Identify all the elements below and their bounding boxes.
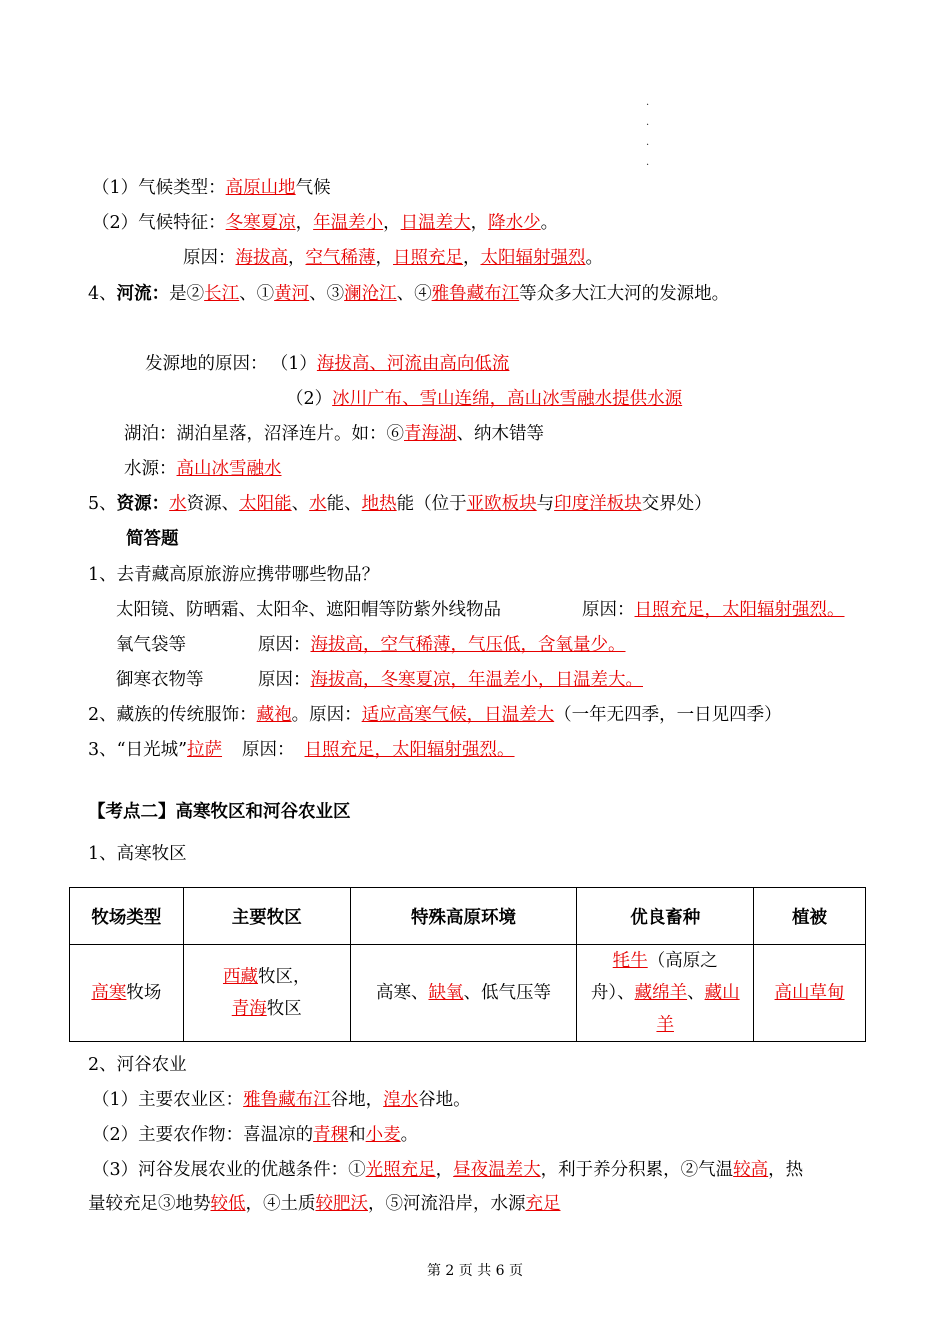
text: ， bbox=[435, 1160, 454, 1180]
text: （2）主要农作物：喜温凉的 bbox=[92, 1125, 314, 1145]
answer: 太阳辐射强烈 bbox=[480, 248, 586, 268]
text: 是② bbox=[169, 284, 205, 304]
answer: 地热 bbox=[361, 494, 397, 514]
answer: 黄河 bbox=[274, 284, 310, 304]
text: 2、藏族的传统服饰： bbox=[88, 705, 257, 725]
answer: 较高 bbox=[733, 1160, 769, 1180]
text: ， bbox=[295, 213, 314, 233]
answer: 充足 bbox=[525, 1194, 561, 1214]
answer: 水 bbox=[169, 494, 187, 514]
answer: 高寒 bbox=[91, 983, 127, 1003]
answer: 海拔高，冬寒夏凉，年温差小，日温差大。 bbox=[310, 670, 643, 690]
text: ，热 bbox=[768, 1160, 804, 1180]
answer: 亚欧板块 bbox=[466, 494, 537, 514]
text: 与 bbox=[536, 494, 555, 514]
text: ， bbox=[463, 248, 481, 268]
q1-item-3 bbox=[116, 668, 204, 692]
answer: 青稞 bbox=[313, 1125, 349, 1145]
text: 、④ bbox=[396, 284, 432, 304]
answer: 藏绵羊 bbox=[634, 983, 688, 1003]
climate-reason-line bbox=[183, 246, 603, 270]
agri-line-1 bbox=[92, 1088, 471, 1112]
text: 、 bbox=[291, 494, 310, 514]
answer: 青海 bbox=[231, 999, 267, 1019]
question-3 bbox=[88, 738, 515, 762]
origin-line-2 bbox=[286, 387, 682, 411]
answer: 藏山 bbox=[704, 983, 740, 1003]
label: 原因： bbox=[582, 600, 635, 620]
text: 牧区， bbox=[257, 967, 311, 987]
answer: 年温差小 bbox=[313, 213, 384, 233]
answer: 高山草甸 bbox=[774, 983, 845, 1003]
text: 谷地， bbox=[330, 1090, 384, 1110]
agri-line-2 bbox=[92, 1123, 418, 1147]
text: 牧区 bbox=[266, 999, 302, 1019]
answer: 雅鲁藏布江 bbox=[431, 284, 520, 304]
cell-main-area bbox=[183, 945, 350, 1042]
text: ， bbox=[470, 213, 489, 233]
answer: 海拔高 bbox=[235, 248, 288, 268]
answer: 雅鲁藏布江 bbox=[243, 1090, 331, 1110]
answer: 羊 bbox=[656, 1015, 674, 1035]
text: 、纳木错等 bbox=[456, 424, 544, 444]
text: ， bbox=[375, 248, 393, 268]
river-line bbox=[88, 282, 729, 306]
pasture-table bbox=[69, 887, 866, 1042]
text: 能（位于 bbox=[396, 494, 467, 514]
text: ， bbox=[383, 213, 401, 233]
text: 。 bbox=[540, 213, 559, 233]
water-source-line bbox=[124, 457, 282, 481]
answer: 高原山地 bbox=[225, 178, 296, 198]
question-1: 1、去青藏高原旅游应携带哪些物品？ bbox=[88, 565, 380, 585]
answer: 日温差大 bbox=[400, 213, 471, 233]
answer: 日照充足 bbox=[393, 248, 463, 268]
text: （高原之 bbox=[647, 951, 718, 971]
answer: 太阳能 bbox=[239, 494, 292, 514]
answer: 较低 bbox=[210, 1194, 246, 1214]
answer: 光照充足 bbox=[365, 1160, 436, 1180]
text: 高寒、 bbox=[375, 983, 429, 1003]
answer: 高山冰雪融水 bbox=[176, 459, 282, 479]
text: 气候 bbox=[295, 178, 331, 198]
text: 交界处） bbox=[641, 494, 712, 514]
q1-reason-3 bbox=[258, 668, 643, 692]
answer: 长江 bbox=[204, 284, 240, 304]
answer: 降水少 bbox=[488, 213, 541, 233]
text: （3）河谷发展农业的优越条件：① bbox=[92, 1160, 366, 1180]
text: 等众多大江大河的发源地。 bbox=[519, 284, 730, 304]
text: 、① bbox=[239, 284, 275, 304]
page-dots: · · · · bbox=[646, 100, 650, 171]
section-title: 【考点二】高寒牧区和河谷农业区 bbox=[88, 802, 351, 822]
q1-reason-2 bbox=[258, 633, 626, 657]
text: ，④土质 bbox=[245, 1194, 316, 1214]
text: ， bbox=[288, 248, 306, 268]
section-label: 河流： bbox=[116, 284, 170, 304]
answer: 湟水 bbox=[383, 1090, 419, 1110]
table-header-row bbox=[70, 888, 866, 945]
answer: 海拔高，空气稀薄，气压低，含氧量少。 bbox=[310, 635, 626, 655]
cell-pasture-type bbox=[70, 945, 184, 1042]
section-label: 资源： bbox=[116, 494, 170, 514]
subsection-2: 2、河谷农业 bbox=[88, 1055, 187, 1075]
label: 原因： bbox=[242, 740, 295, 760]
q1-item-1 bbox=[116, 598, 501, 622]
text: （1） bbox=[279, 354, 317, 374]
text: 牧场 bbox=[126, 983, 162, 1003]
text: 量较充足③地势 bbox=[88, 1194, 211, 1214]
climate-feature-line bbox=[92, 211, 558, 235]
item-text: 太阳镜、防晒霜、太阳伞、遮阳帽等防紫外线物品 bbox=[116, 600, 501, 620]
text: 、低气压等 bbox=[463, 983, 551, 1003]
answer: 青海湖 bbox=[404, 424, 457, 444]
text: ，利于养分积累，②气温 bbox=[540, 1160, 734, 1180]
item-text: 氧气袋等 bbox=[116, 635, 186, 655]
agri-line-3 bbox=[92, 1158, 803, 1182]
q1-reason-1 bbox=[582, 598, 845, 622]
text: 5、 bbox=[88, 494, 117, 514]
short-answer-heading: 简答题 bbox=[126, 529, 179, 549]
text: 舟）、 bbox=[590, 983, 635, 1003]
text: 3、“日光城” bbox=[88, 740, 188, 760]
answer: 冬寒夏凉 bbox=[225, 213, 296, 233]
text: ，⑤河流沿岸，水源 bbox=[368, 1194, 526, 1214]
table-header: 特殊高原环境 bbox=[350, 888, 577, 945]
resources-line bbox=[88, 492, 712, 516]
text: （1）主要农业区： bbox=[92, 1090, 244, 1110]
origin-line-1 bbox=[145, 352, 509, 376]
text: （2） bbox=[286, 389, 333, 409]
answer: 澜沧江 bbox=[344, 284, 397, 304]
question-2 bbox=[88, 703, 782, 727]
item-text: 御寒衣物等 bbox=[116, 670, 204, 690]
label: 发源地的原因： bbox=[145, 354, 268, 374]
answer: 印度洋板块 bbox=[554, 494, 642, 514]
q1-item-2 bbox=[116, 633, 186, 657]
answer: 日照充足，太阳辐射强烈。 bbox=[304, 740, 515, 760]
text: 。 bbox=[585, 248, 603, 268]
answer: 冰川广布、雪山连绵，高山冰雪融水提供水源 bbox=[332, 389, 683, 409]
answer: 牦牛 bbox=[612, 951, 648, 971]
text: 、 bbox=[687, 983, 705, 1003]
agri-line-4 bbox=[88, 1192, 561, 1216]
text: 谷地。 bbox=[418, 1090, 471, 1110]
text: 4、 bbox=[88, 284, 117, 304]
page-footer: 第 2 页 共 6 页 bbox=[426, 1263, 524, 1279]
label: 原因： bbox=[183, 248, 236, 268]
answer: 日照充足，太阳辐射强烈。 bbox=[634, 600, 845, 620]
answer: 西藏 bbox=[222, 967, 258, 987]
cell-vegetation bbox=[754, 945, 866, 1042]
table-header: 植被 bbox=[754, 888, 866, 945]
text: （一年无四季，一日见四季） bbox=[554, 705, 782, 725]
text: 能、 bbox=[326, 494, 362, 514]
text: 和 bbox=[348, 1125, 366, 1145]
answer: 较肥沃 bbox=[315, 1194, 368, 1214]
answer: 藏袍 bbox=[256, 705, 292, 725]
label: （1）气候类型： bbox=[92, 178, 226, 198]
text: 资源、 bbox=[186, 494, 240, 514]
text: 。原因： bbox=[291, 705, 362, 725]
table-header: 优良畜种 bbox=[577, 888, 754, 945]
label: 原因： bbox=[258, 670, 311, 690]
answer: 缺氧 bbox=[428, 983, 464, 1003]
climate-type-line bbox=[92, 176, 331, 200]
text: 。 bbox=[400, 1125, 419, 1145]
answer: 拉萨 bbox=[187, 740, 223, 760]
answer: 小麦 bbox=[365, 1125, 401, 1145]
subsection-1: 1、高寒牧区 bbox=[88, 844, 187, 864]
answer: 海拔高、河流由高向低流 bbox=[316, 354, 510, 374]
cell-environment bbox=[350, 945, 577, 1042]
table-header: 牧场类型 bbox=[70, 888, 184, 945]
cell-breeds bbox=[577, 945, 754, 1042]
text: 、③ bbox=[309, 284, 345, 304]
answer: 水 bbox=[309, 494, 327, 514]
answer: 适应高寒气候，日温差大 bbox=[361, 705, 555, 725]
answer: 昼夜温差大 bbox=[453, 1160, 541, 1180]
lake-line bbox=[124, 422, 544, 446]
answer: 空气稀薄 bbox=[305, 248, 376, 268]
table-header: 主要牧区 bbox=[183, 888, 350, 945]
label: （2）气候特征： bbox=[92, 213, 226, 233]
text: 湖泊：湖泊星落，沼泽连片。如：⑥ bbox=[124, 424, 404, 444]
label: 原因： bbox=[258, 635, 311, 655]
table-row bbox=[70, 945, 866, 1042]
label: 水源： bbox=[124, 459, 177, 479]
